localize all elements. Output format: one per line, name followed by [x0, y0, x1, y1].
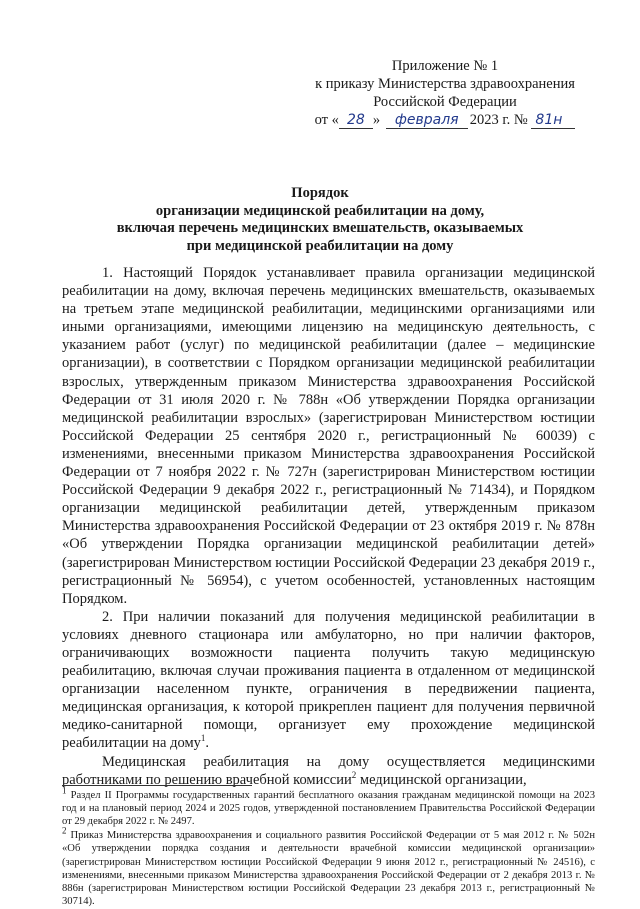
footnote-ref-1[interactable]: 1: [200, 733, 206, 744]
date-year: 2023 г. №: [469, 112, 528, 128]
document-body: [62, 264, 595, 789]
paragraph-2-text: 2. При наличии показаний для получения медицинской реабилитации в условиях дневного стационара или амбулаторно, но при наличии факторов, ограничивающих возможности пациента получить такую медицинскую реабилитацию, включая случаи проживания пациента в отдаленном от медицинской организации населенном пункте, ограничения в передвижении пациента, медицинская организация, к которой прикреплен пациент для получения первичной медико-санитарной помощи, организует ему прохождение медицинской реабилитации на дому: [62, 608, 595, 752]
footnote-2-mark: 2: [62, 825, 67, 836]
footnote-2-text: Приказ Министерства здравоохранения и социального развития Российской Федерации от 5 мая 2012 г. № 502н «Об утверждении порядка создания и деятельности врачебной комиссии медицинской организации» (зарегистрирован Министерством юстиции Российской Федерации 9 июня 2012 г., регистрационный № 24516), с изменениями, внесенными приказом Министерства здравоохранения Российской Федерации от 2 декабря 2013 г. № 886н (зарегистрирован Министерством юстиции Российской Федерации 23 декабря 2013 г., регистрационный № 30714).: [62, 830, 595, 908]
title-line-4: при медицинской реабилитации на дому: [186, 237, 454, 254]
appendix-line-3: Российской Федерации: [373, 94, 517, 110]
appendix-header: [300, 57, 590, 129]
document-title: [60, 185, 580, 255]
handwritten-day: 28: [339, 113, 373, 129]
paragraph-3-end: медицинской организации,: [356, 771, 527, 788]
paragraph-2-end: .: [205, 735, 210, 752]
paragraph-3-text: Медицинская реабилитация на дому осуществляется медицинскими работниками по решению врачебной комиссии: [62, 753, 595, 788]
title-line-3: включая перечень медицинских вмешательств, оказываемых: [116, 220, 524, 236]
footnote-2: [62, 825, 595, 908]
footnotes: [62, 785, 595, 909]
title-line-2: организации медицинской реабилитации на дому,: [155, 202, 485, 219]
appendix-date-line: [300, 111, 590, 129]
title-line-1: Порядок: [291, 185, 349, 201]
footnote-divider: [62, 785, 252, 786]
footnote-1-mark: 1: [62, 785, 67, 796]
date-quote-close: »: [372, 112, 381, 128]
date-prefix: от «: [314, 112, 339, 128]
handwritten-month: февраля: [386, 113, 468, 129]
appendix-line-2: к приказу Министерства здравоохранения: [315, 76, 575, 92]
footnote-1-text: Раздел II Программы государственных гарантий бесплатного оказания гражданам медицинской помощи на 2023 год и на плановый период 2024 и 2025 годов, утвержденной постановлением Правительства Российской Федерации от 29 декабря 2022 г. № 2497.: [62, 790, 595, 828]
footnote-1: [62, 785, 595, 829]
handwritten-order-number: 81н: [531, 113, 575, 129]
footnote-ref-2[interactable]: 2: [351, 769, 357, 780]
paragraph-1: 1. Настоящий Порядок устанавливает правила организации медицинской реабилитации на дому, включая перечень медицинских вмешательств, оказываемых на третьем этапе медицинской реабилитации, медицинскими организациями или иными организациями, имеющими лицензию на медицинскую деятельность, с указанием работ (услуг) по медицинской реабилитации (далее – медицинские организации), в соответствии с Порядком организации медицинской реабилитации взрослых, утвержденным приказом Министерства здравоохранения Российской Федерации от 31 июля 2020 г. № 788н «Об утверждении Порядка организации медицинской реабилитации взрослых» (зарегистрирован Министерством юстиции Российской Федерации 25 сентября 2020 г., регистрационный № 60039) с изменениями, внесенными приказом Министерства здравоохранения Российской Федерации от 7 ноября 2022 г. № 727н (зарегистрирован Министерством юстиции Российской Федерации 9 декабря 2022 г., регистрационный № 71434), и Порядком организации медицинской реабилитации детей, утвержденным приказом Министерства здравоохранения Российской Федерации от 23 октября 2019 г. № 878н «Об утверждении Порядка организации медицинской реабилитации детей» (зарегистрирован Министерством юстиции Российской Федерации 23 декабря 2019 г., регистрационный № 56954), с учетом особенностей, установленных настоящим Порядком.: [62, 265, 596, 607]
paragraph-3: [62, 753, 595, 789]
paragraph-2: [62, 608, 595, 753]
appendix-line-1: Приложение № 1: [391, 58, 499, 74]
